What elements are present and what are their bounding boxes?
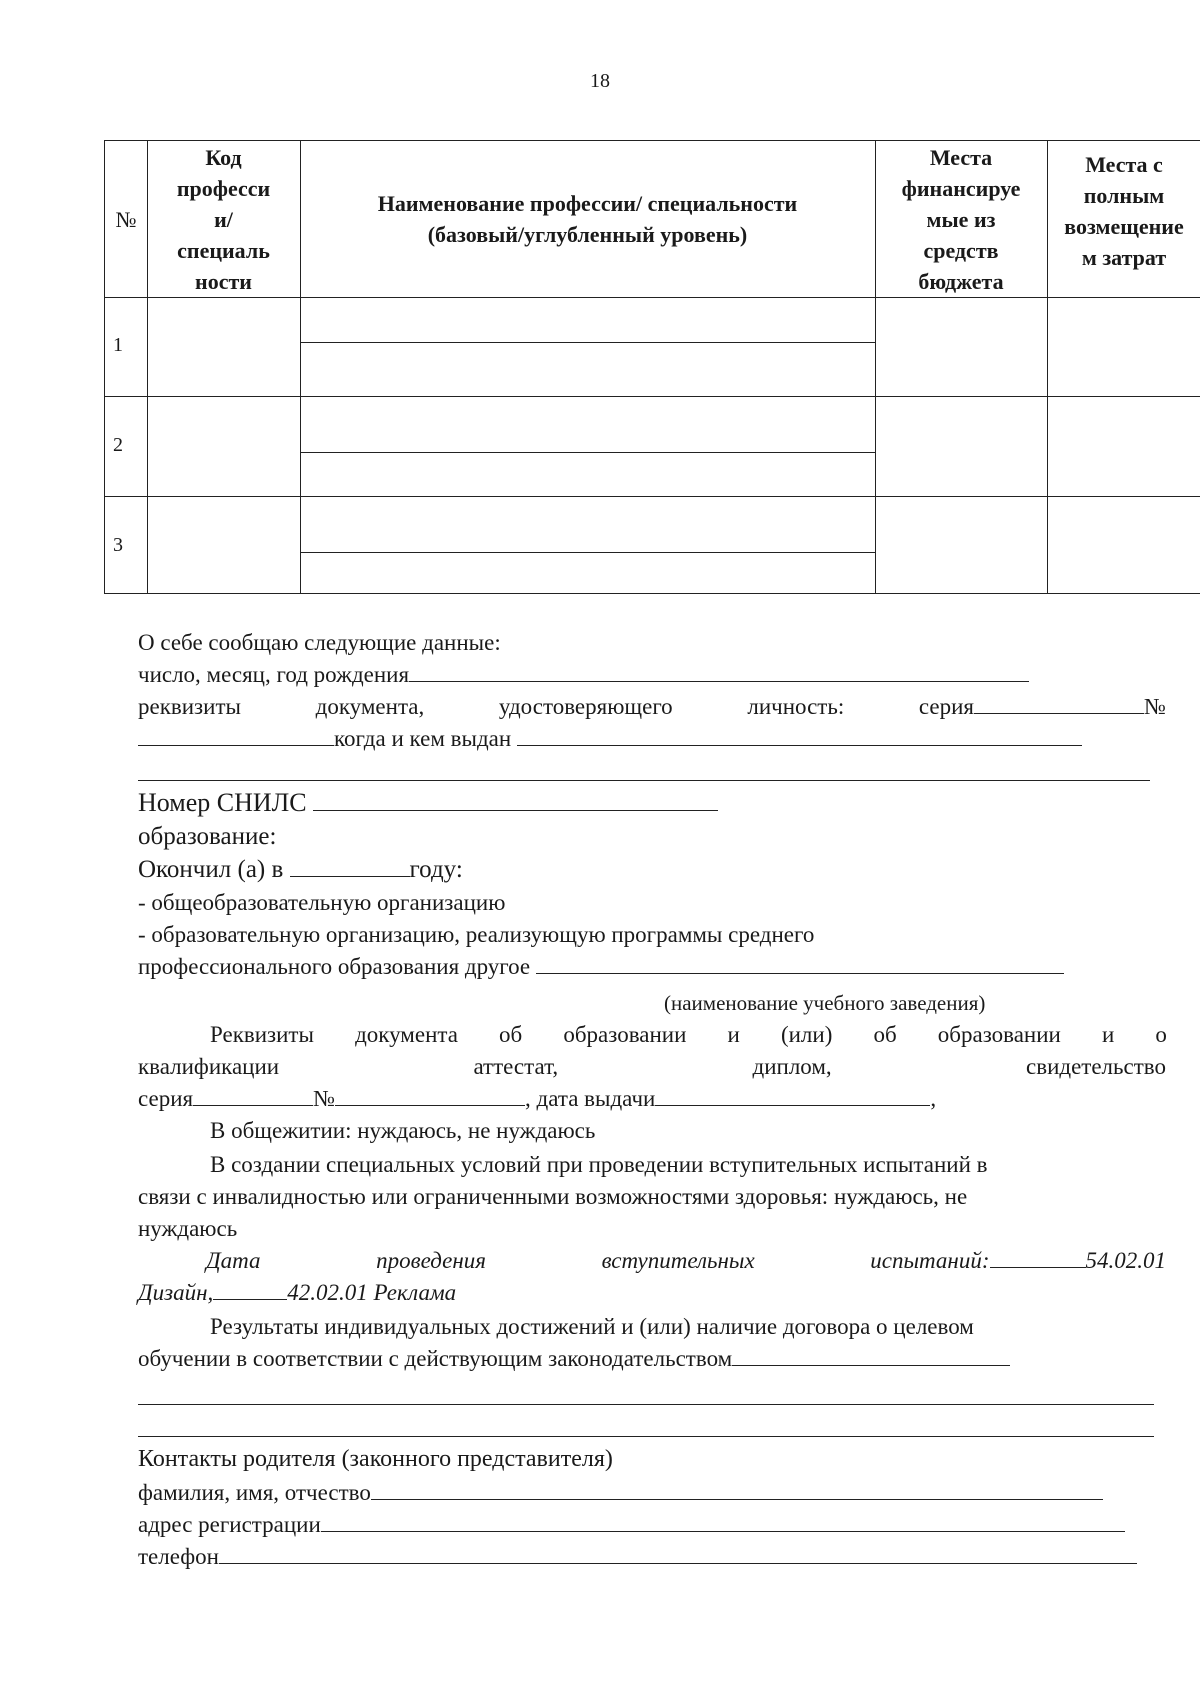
edu-doc-word: и [1101,1022,1115,1047]
institution-field[interactable] [536,952,1064,974]
row-divider [105,396,1200,397]
header-code-line: ности [195,268,252,294]
id-doc-word: личность: [747,694,845,719]
exam-programs-row [138,1278,456,1308]
graduated-row [138,855,463,885]
parent-name-row [138,1478,1103,1508]
edu-issue-date-field[interactable] [655,1084,930,1106]
id-doc-word: серия [918,694,974,719]
header-code-line: Код [205,144,242,170]
issued-by-row [138,724,1082,754]
graduation-year-field[interactable] [290,855,410,877]
achievements-label: обучении в соответствии с действующим законодательством [138,1346,733,1371]
edu-doc-word: образовании [937,1022,1061,1047]
edu-doc-word: об [873,1022,897,1047]
achievements-field-3[interactable] [138,1436,1154,1437]
education-label: образование: [138,823,277,850]
snils-row [138,788,718,818]
achievements-line: Результаты индивидуальных достижений и (или) наличие договора о целевом [210,1314,974,1339]
header-code-line: професси [176,175,271,201]
edu-doc-word: квалификации [138,1054,280,1079]
parent-contacts-title: Контакты родителя (законного представителя) [138,1446,613,1472]
edu-doc-row-1 [210,1020,1167,1050]
edu-doc-word: документа [355,1022,458,1047]
name-subdivider [300,452,875,453]
exam-date-field-2[interactable] [213,1278,287,1300]
edu-number-label: № [313,1086,336,1111]
graduated-prefix: Окончил (а) в [138,856,284,883]
header-name-line: (базовый/углубленный уровень) [427,222,748,247]
special-conditions-line: В создании специальных условий при проведении вступительных испытаний в [210,1152,988,1177]
parent-phone-label: телефон [138,1544,219,1569]
edu-doc-row-2 [138,1052,1166,1082]
id-doc-row [138,692,1166,722]
parent-address-row [138,1510,1125,1540]
edu-issue-date-end: , [930,1086,937,1111]
parent-name-field[interactable] [371,1478,1103,1500]
id-doc-word: документа, [315,694,425,719]
graduated-suffix: году: [409,856,463,883]
edu-doc-word: свидетельство [1026,1054,1166,1079]
id-number-label: № [1144,694,1166,719]
id-doc-word: удостоверяющего [498,694,673,719]
header-num [105,141,147,297]
header-paid-line: возмещение [1064,214,1184,239]
achievements-field-2[interactable] [138,1404,1154,1405]
row-divider [105,297,1200,298]
header-budget [875,141,1047,297]
snils-label: Номер СНИЛС [138,788,307,817]
option-spo-other-label: профессионального образования другое [138,954,531,979]
edu-doc-word: об [499,1022,523,1047]
achievements-row [138,1344,1010,1374]
birth-date-field[interactable] [409,660,1029,682]
exam-word: проведения [376,1248,486,1273]
header-budget-line: Места [929,144,993,170]
exam-word: испытаний: [870,1248,990,1273]
header-code-line: специаль [177,237,270,263]
parent-address-label: адрес регистрации [138,1512,321,1537]
exam-word: вступительных [601,1248,755,1273]
snils-field[interactable] [313,789,718,811]
birth-date-row [138,660,1029,690]
programs-table [104,140,1200,594]
exam-date-row [206,1246,1166,1276]
birth-date-label: число, месяц, год рождения [138,662,410,687]
header-budget-line: мые из [926,206,996,232]
header-budget-line: средств [923,237,999,263]
id-doc-word: реквизиты [138,694,241,719]
header-name [300,141,875,297]
about-intro: О себе сообщаю следующие данные: [138,630,501,655]
edu-doc-word: о [1155,1022,1167,1047]
edu-doc-word: аттестат, [473,1054,559,1079]
exam-date-field[interactable] [990,1246,1086,1268]
header-paid-line: м затрат [1081,245,1167,270]
header-paid [1047,141,1200,297]
exam-word: Дата [206,1248,261,1273]
edu-series-field[interactable] [193,1084,313,1106]
id-series-field[interactable] [974,692,1144,714]
exam-program-ads: 42.02.01 Реклама [287,1280,457,1305]
exam-code: 54.02.01 [1085,1248,1166,1273]
edu-doc-word: (или) [780,1022,833,1047]
option-spo: - образовательную организацию, реализующую программы среднего [138,922,815,947]
header-paid-line: полным [1083,183,1165,208]
option-spo-other-row [138,952,1064,982]
issued-by-label: когда и кем выдан [334,726,512,751]
edu-doc-word: диплом, [752,1054,832,1079]
parent-name-label: фамилия, имя, отчество [138,1480,371,1505]
header-code [147,141,300,297]
parent-address-field[interactable] [321,1510,1125,1532]
header-budget-line: бюджета [918,268,1004,294]
id-number-field[interactable] [138,724,334,746]
name-subdivider [300,552,875,553]
row-number: 3 [113,534,123,556]
edu-series-label: серия [138,1086,194,1111]
achievements-field[interactable] [732,1344,1010,1366]
header-budget-line: финансируе [901,175,1021,201]
special-conditions-line: нуждаюсь [138,1216,238,1241]
exam-program-design: Дизайн, [138,1280,214,1305]
parent-phone-field[interactable] [219,1542,1137,1564]
special-conditions-line: связи с инвалидностью или ограниченными возможностями здоровья: нуждаюсь, не [138,1184,968,1209]
row-divider [105,496,1200,497]
name-subdivider [300,342,875,343]
header-paid-line: Места с [1085,152,1163,177]
option-general: - общеобразовательную организацию [138,890,506,915]
edu-doc-word: и [727,1022,740,1047]
page-number: 18 [590,70,610,92]
edu-doc-word: Реквизиты [210,1022,314,1047]
issued-by-field[interactable] [517,724,1082,746]
header-code-line: и/ [214,206,233,232]
row-number: 1 [113,334,123,356]
institution-caption: (наименование учебного заведения) [664,991,986,1015]
edu-number-field[interactable] [335,1084,525,1106]
edu-doc-word: образовании [563,1022,687,1047]
header-num-label: № [115,206,137,232]
dormitory-line: В общежитии: нуждаюсь, не нуждаюсь [210,1118,596,1143]
edu-issue-date-label: , дата выдачи [525,1086,656,1111]
header-name-line: Наименование профессии/ специальности [377,191,798,216]
row-number: 2 [113,434,123,456]
parent-phone-row [138,1542,1137,1572]
issued-by-field-2[interactable] [138,780,1150,781]
edu-doc-fields-row [138,1084,936,1114]
